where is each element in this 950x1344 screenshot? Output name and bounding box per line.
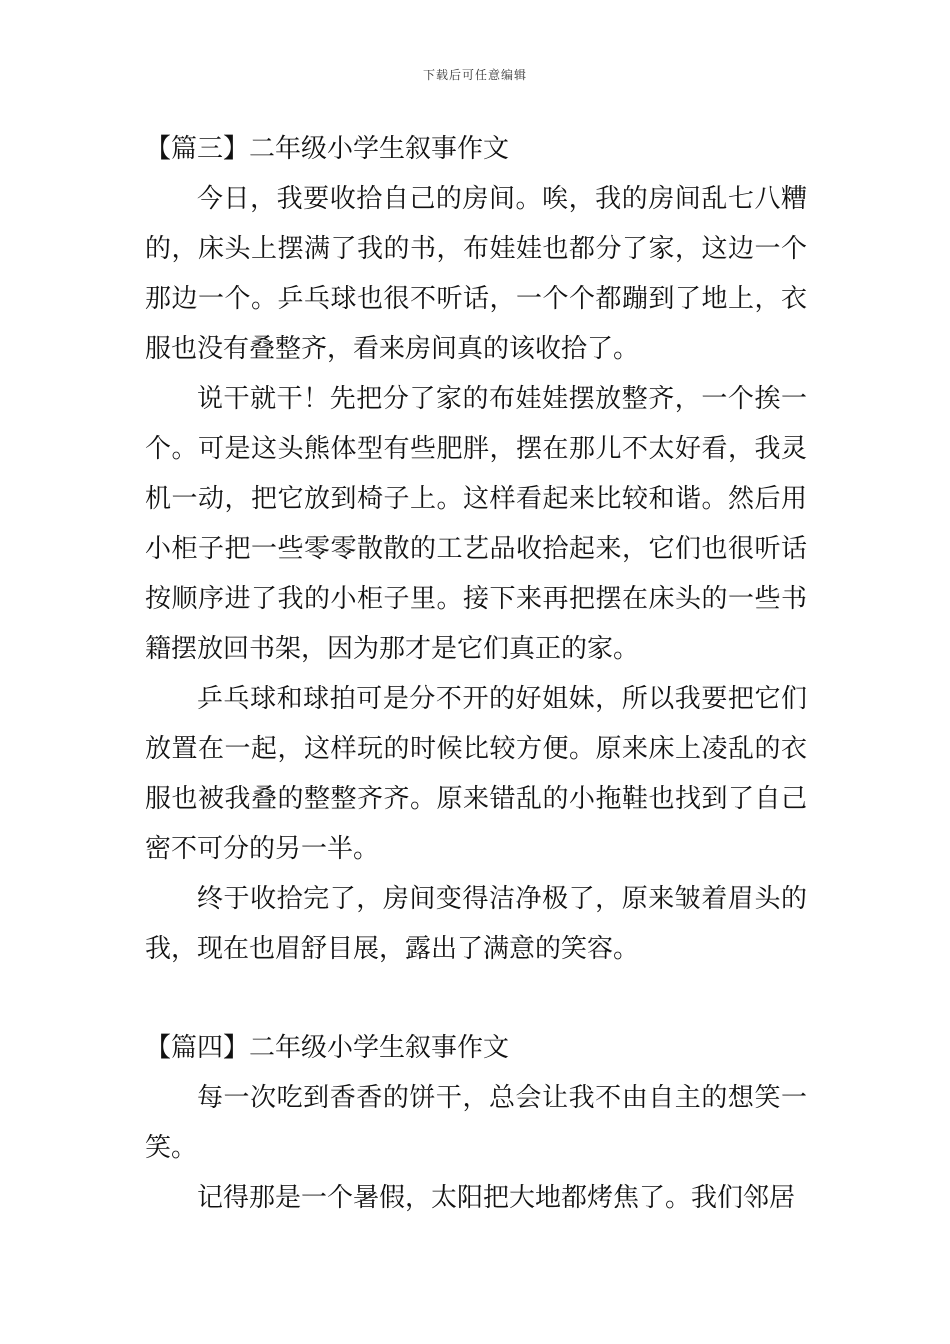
header-note: 下载后可任意编辑: [422, 68, 527, 82]
paragraph: 乒乓球和球拍可是分不开的好姐妹，所以我要把它们放置在一起，这样玩的时候比较方便。原来床上凌乱的衣服也被我叠的整整齐齐。原来错乱的小拖鞋也找到了自己密不可分的另一半。: [145, 684, 807, 864]
document-body: [145, 124, 807, 1223]
paragraph: 今日，我要收拾自己的房间。唉，我的房间乱七八糟的，床头上摆满了我的书，布娃娃也都分了家，这边一个那边一个。乒乓球也很不听话，一个个都蹦到了地上，衣服也没有叠整齐，看来房间真的该收拾了。: [145, 184, 807, 364]
essay-section-3: [145, 124, 807, 974]
paragraph: 每一次吃到香香的饼干，总会让我不由自主的想笑一笑。: [145, 1083, 807, 1163]
section-title: 【篇四】二年级小学生叙事作文: [145, 1033, 510, 1063]
paragraph: 说干就干！先把分了家的布娃娃摆放整齐，一个挨一个。可是这头熊体型有些肥胖，摆在那儿不太好看，我灵机一动，把它放到椅子上。这样看起来比较和谐。然后用小柜子把一些零零散散的工艺品收拾起来，它们也很听话按顺序进了我的小柜子里。接下来再把摆在床头的一些书籍摆放回书架，因为那才是它们真正的家。: [145, 384, 807, 664]
essay-section-4: [145, 1023, 807, 1223]
paragraph: 终于收拾完了，房间变得洁净极了，原来皱着眉头的我，现在也眉舒目展，露出了满意的笑容。: [145, 884, 807, 964]
paragraph: 记得那是一个暑假，太阳把大地都烤焦了。我们邻居: [197, 1183, 796, 1213]
section-title: 【篇三】二年级小学生叙事作文: [145, 134, 510, 164]
